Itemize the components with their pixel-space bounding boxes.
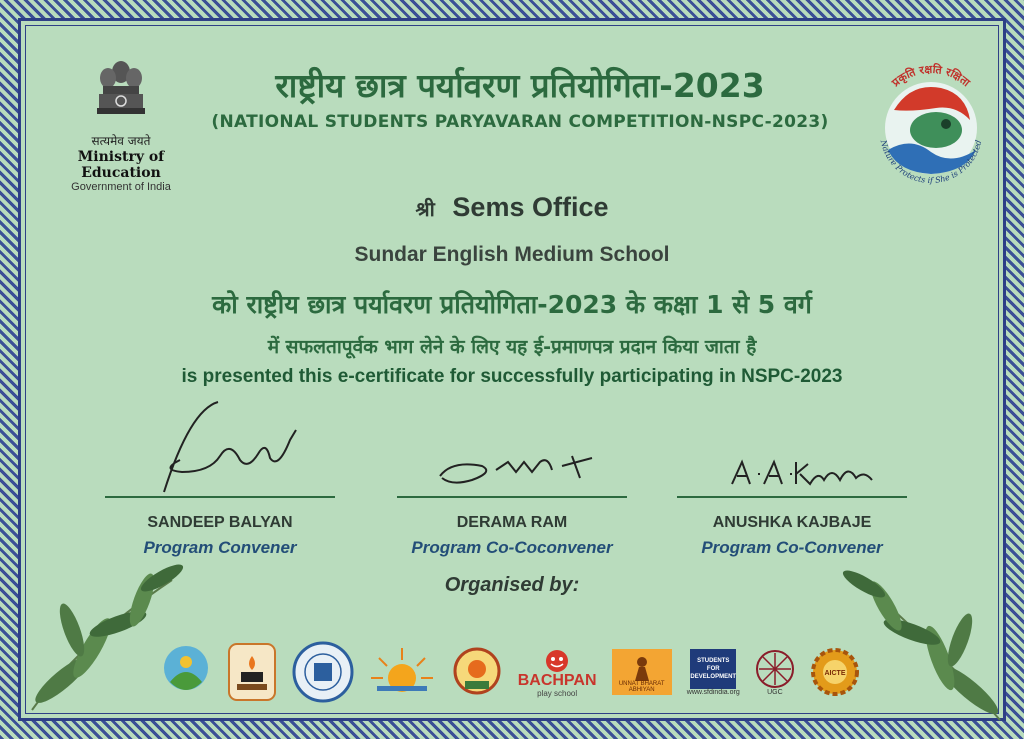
signature-2	[412, 400, 612, 496]
green-hands-logo-icon	[160, 642, 212, 702]
navodaya-logo-icon	[451, 641, 503, 703]
nature-protects-logo-icon	[866, 50, 996, 200]
emblem-motto: सत्यमेव जयते	[91, 134, 151, 148]
organiser-logo-5	[451, 641, 503, 703]
ministry-education-lamp-logo-icon	[227, 642, 277, 702]
body-hindi-line-2: में सफलतापूर्वक भाग लेने के लिए यह ई-प्रमाणपत्र प्रदान किया जाता है	[267, 336, 757, 358]
body-english-line: is presented this e-certificate for successfully participating in NSPC-2023	[181, 366, 843, 387]
organiser-logo-aicte	[810, 647, 860, 697]
nspc-logo	[866, 50, 996, 200]
title-hindi: राष्ट्रीय छात्र पर्यावरण प्रतियोगिता-2023	[275, 66, 765, 105]
logo-bottom-text: Nature Protects if She is Protected	[878, 139, 984, 186]
title-english: (NATIONAL STUDENTS PARYAVARAN COMPETITION-NSPC-2023)	[211, 112, 829, 132]
organiser-logo-bachpan	[518, 647, 597, 698]
signatory-1-role: Program Convener	[143, 538, 297, 557]
ubaa-badge	[612, 649, 672, 695]
signature-1	[120, 400, 320, 496]
ministry-name: Ministry of Education	[77, 149, 165, 181]
organiser-logo-ubaa	[612, 649, 672, 695]
signature-3	[692, 400, 892, 496]
recipient-line	[0, 192, 1024, 223]
bachpan-label: BACHPAN	[517, 671, 597, 689]
signatory-2-role: Program Co-Coconvener	[411, 538, 613, 557]
signature-line-1	[105, 496, 335, 498]
bachpan-sub-label: play school	[537, 688, 578, 698]
signatory-3-role: Program Co-Convener	[701, 538, 883, 557]
kvs-logo-icon	[292, 641, 354, 703]
government-name: Government of India	[71, 181, 171, 193]
organiser-logo-3	[292, 641, 354, 703]
signatory-3	[672, 400, 912, 558]
organiser-logo-sfd	[687, 649, 740, 696]
school-name: Sundar English Medium School	[354, 243, 670, 266]
ashoka-emblem-icon	[91, 50, 151, 130]
sfd-url: www.sfdindia.org	[686, 688, 740, 696]
ugc-label: UGC	[767, 688, 783, 696]
aicte-label: AICTE	[824, 670, 846, 677]
organiser-logo-4	[369, 644, 435, 700]
ubaa-label: UNNAT BHARAT ABHIYAN	[618, 681, 665, 693]
organiser-logo-2	[227, 642, 277, 702]
signatory-2-name: DERAMA RAM	[456, 514, 568, 531]
logo-top-text: प्रकृति रक्षति रक्षिता	[889, 62, 973, 90]
organiser-logo-1	[160, 642, 212, 702]
ugc-logo-icon	[755, 649, 795, 689]
signatory-1-name: SANDEEP BALYAN	[147, 514, 293, 531]
recipient-prefix: श्री	[415, 197, 435, 221]
signature-line-2	[397, 496, 627, 498]
organiser-logos	[160, 636, 860, 708]
gandhi-silhouette-icon	[627, 655, 657, 681]
signature-line-3	[677, 496, 907, 498]
organiser-logo-ugc	[755, 649, 795, 696]
recipient-name: Sems Office	[452, 192, 609, 222]
organised-by-label: Organised by:	[444, 574, 580, 596]
bachpan-face-icon	[542, 647, 572, 673]
aicte-gear-logo-icon	[810, 647, 860, 697]
signatory-3-name: ANUSHKA KAJBAJE	[712, 514, 872, 531]
body-hindi-line-1: को राष्ट्रीय छात्र पर्यावरण प्रतियोगिता-2023 के कक्षा 1 से 5 वर्ग	[212, 290, 812, 319]
sfd-badge: STUDENTS FOR DEVELOPMENT	[690, 649, 736, 689]
sunrise-logo-icon	[369, 644, 435, 700]
signatory-2	[392, 400, 632, 558]
